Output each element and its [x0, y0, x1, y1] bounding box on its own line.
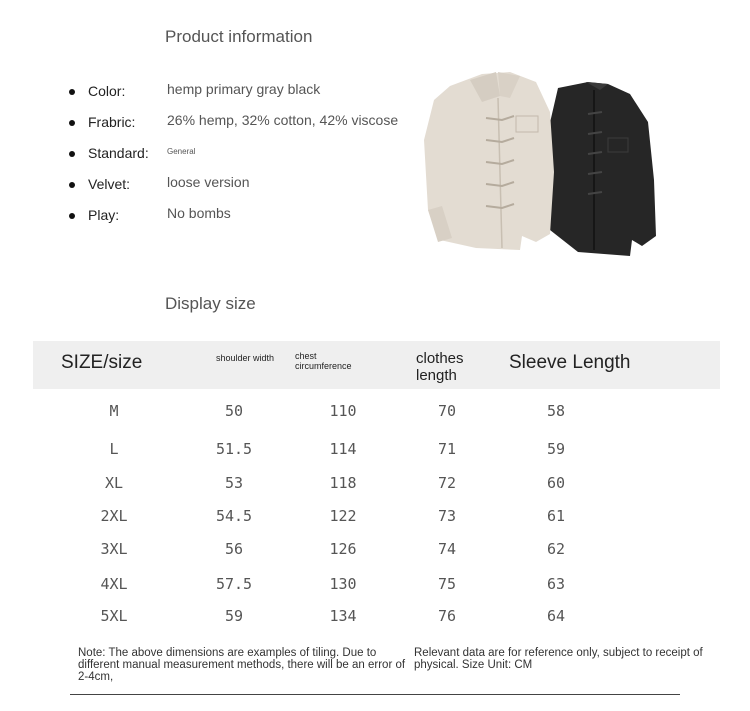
cell-length: 72: [437, 474, 457, 492]
bullet-icon: [69, 120, 75, 126]
cell-size: 2XL: [100, 507, 128, 525]
cell-size: L: [109, 440, 119, 458]
cell-length: 70: [437, 402, 457, 420]
cell-shoulder: 50: [224, 402, 244, 420]
cell-size: 3XL: [100, 540, 128, 558]
info-value: General: [167, 147, 196, 156]
note-left: Note: The above dimensions are examples of tiling. Due to different manual measurement methods, there will be an error of 2-4cm,: [78, 647, 406, 683]
info-row-standard: [66, 142, 436, 173]
cell-length: 74: [437, 540, 457, 558]
header-shoulder-width: shoulder width: [216, 353, 275, 363]
info-label: Frabric:: [88, 114, 136, 130]
header-chest-circumference: chest circumference: [295, 351, 352, 371]
cell-size: XL: [104, 474, 124, 492]
cell-length: 73: [437, 507, 457, 525]
header-clothes-length: clothes length: [416, 350, 464, 384]
table-row: [0, 507, 750, 527]
cell-length: 75: [437, 575, 457, 593]
display-size-title: Display size: [165, 294, 256, 313]
cell-length: 71: [437, 440, 457, 458]
cell-sleeve: 63: [546, 575, 566, 593]
info-row-velvet: [66, 173, 436, 204]
info-label: Play:: [88, 207, 120, 223]
bullet-icon: [69, 151, 75, 157]
cell-shoulder: 54.5: [215, 507, 253, 525]
info-value: loose version: [167, 174, 250, 190]
cell-shoulder: 53: [224, 474, 244, 492]
cell-chest: 126: [329, 540, 357, 558]
info-label: Color:: [88, 83, 126, 99]
info-value: 26% hemp, 32% cotton, 42% viscose: [167, 112, 399, 128]
cell-sleeve: 60: [546, 474, 566, 492]
info-value: hemp primary gray black: [167, 81, 321, 97]
table-row: [0, 607, 750, 627]
cell-sleeve: 61: [546, 507, 566, 525]
header-size: SIZE/size: [61, 352, 143, 373]
header-sleeve-length: Sleeve Length: [509, 352, 631, 373]
cell-size: 4XL: [100, 575, 128, 593]
cell-length: 76: [437, 607, 457, 625]
table-row: [0, 474, 750, 494]
info-label: Standard:: [88, 145, 149, 161]
cell-shoulder: 56: [224, 540, 244, 558]
cell-sleeve: 62: [546, 540, 566, 558]
info-label: Velvet:: [88, 176, 131, 192]
size-table-header: [33, 341, 720, 389]
cell-size: M: [109, 402, 119, 420]
table-row: [0, 440, 750, 460]
cell-sleeve: 58: [546, 402, 566, 420]
cell-chest: 118: [329, 474, 357, 492]
product-info-list: [66, 80, 436, 235]
bottom-divider: [70, 694, 680, 695]
info-value: No bombs: [167, 205, 231, 221]
dark-shirt-image: [546, 82, 656, 256]
cell-chest: 130: [329, 575, 357, 593]
cell-shoulder: 57.5: [215, 575, 253, 593]
cell-chest: 134: [329, 607, 357, 625]
bullet-icon: [69, 182, 75, 188]
bullet-icon: [69, 213, 75, 219]
product-photo: [418, 60, 668, 260]
cell-chest: 110: [329, 402, 357, 420]
info-row-fabric: [66, 111, 436, 142]
product-information-title: Product information: [165, 27, 313, 46]
cell-chest: 114: [329, 440, 357, 458]
cell-sleeve: 59: [546, 440, 566, 458]
cell-sleeve: 64: [546, 607, 566, 625]
cell-shoulder: 51.5: [215, 440, 253, 458]
info-row-color: [66, 80, 436, 111]
info-row-play: [66, 204, 436, 235]
cell-size: 5XL: [100, 607, 128, 625]
table-row: [0, 575, 750, 595]
bullet-icon: [69, 89, 75, 95]
cell-shoulder: 59: [224, 607, 244, 625]
cell-chest: 122: [329, 507, 357, 525]
table-row: [0, 540, 750, 560]
table-row: [0, 402, 750, 422]
light-shirt-image: [424, 72, 554, 250]
note-right: Relevant data are for reference only, subject to receipt of physical. Size Unit: CM: [414, 647, 703, 671]
